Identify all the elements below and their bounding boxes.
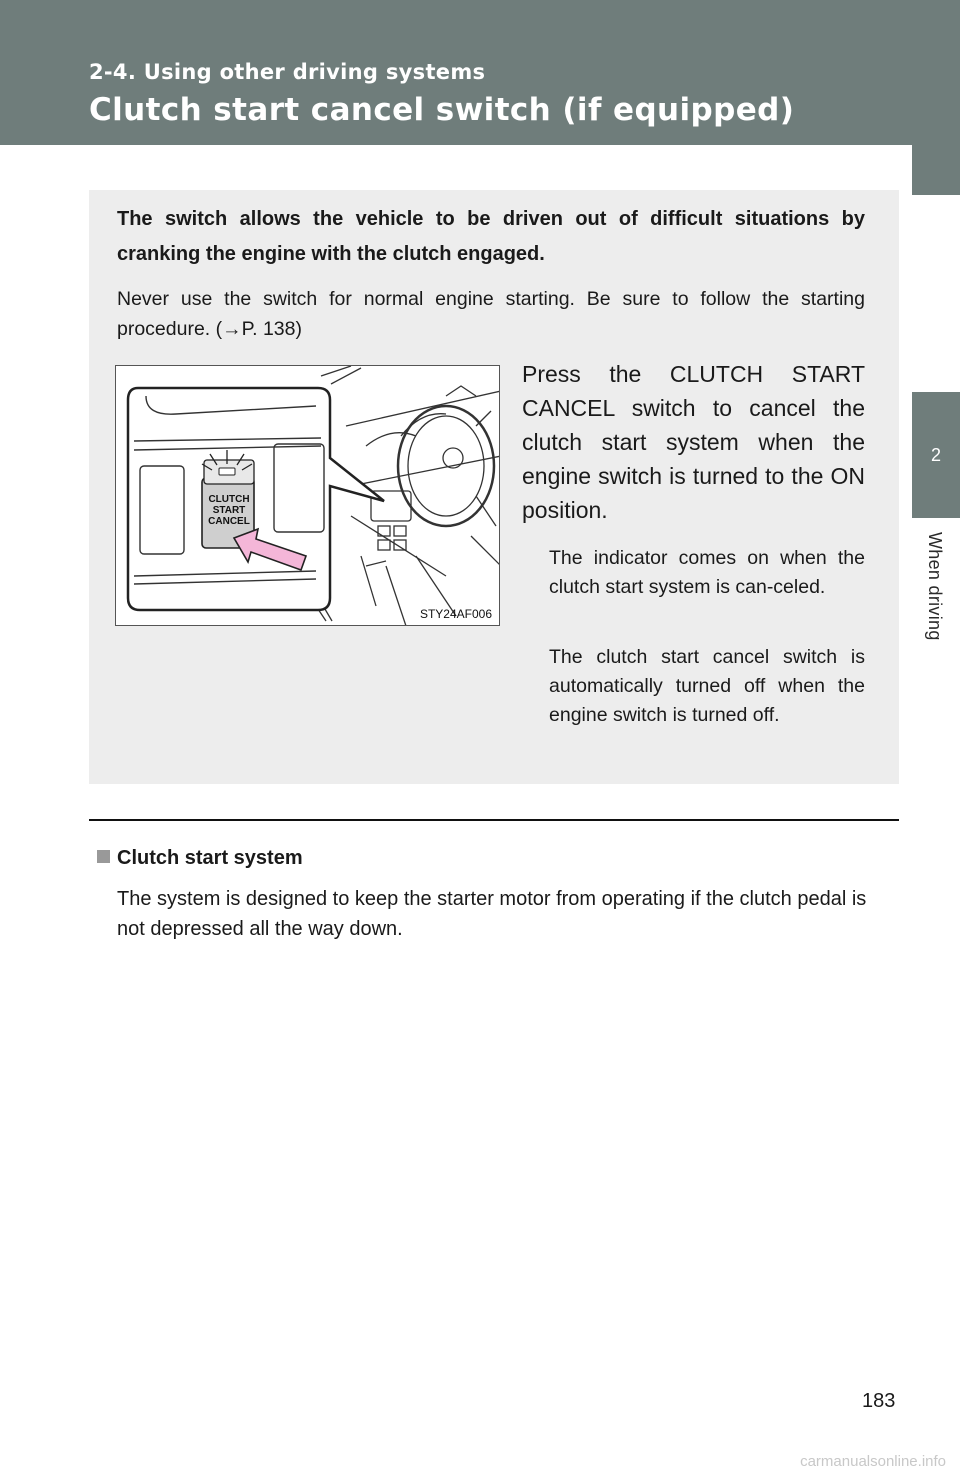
info-body: The system is designed to keep the starter motor from operating if the clutch pedal is not depressed all the way down. [117, 888, 867, 940]
instruction-text: Press the CLUTCH START CANCEL switch to cancel the clutch start system when the engine switch is turned to the ON position. [522, 361, 865, 523]
switch-illustration [115, 365, 500, 626]
section-label: 2-4. Using other driving systems [89, 60, 486, 84]
section-divider [89, 819, 899, 821]
side-tab-label: When driving [925, 532, 945, 641]
figure-code: STY24AF006 [419, 607, 492, 621]
chapter-header [0, 0, 960, 145]
switch-label-line-3: CANCEL [208, 516, 250, 527]
intro-text: The switch allows the vehicle to be driven out of difficult situations by cranking the engine with the clutch engaged. [117, 208, 865, 265]
detail-indicator: The indicator comes on when the clutch start system is can-celed. [549, 547, 865, 598]
dashboard-drawing [116, 366, 500, 626]
info-heading [97, 847, 303, 870]
page-number: 183 [862, 1390, 896, 1412]
switch-label-line-1: CLUTCH [208, 494, 250, 505]
side-tab-number: 2 [912, 392, 960, 518]
watermark: carmanualsonline.info [800, 1453, 946, 1470]
switch-label-line-2: START [212, 505, 246, 516]
square-bullet-icon [97, 850, 110, 863]
note-text: Never use the switch for normal engine starting. Be sure to follow the starting procedure. (→P. 138) [117, 288, 865, 340]
detail-auto-off: The clutch start cancel switch is automatically turned off when the engine switch is turned off. [549, 646, 865, 726]
info-heading-text: Clutch start system [117, 847, 303, 869]
page-title: Clutch start cancel switch (if equipped) [89, 92, 795, 128]
side-tab-top [912, 145, 960, 195]
